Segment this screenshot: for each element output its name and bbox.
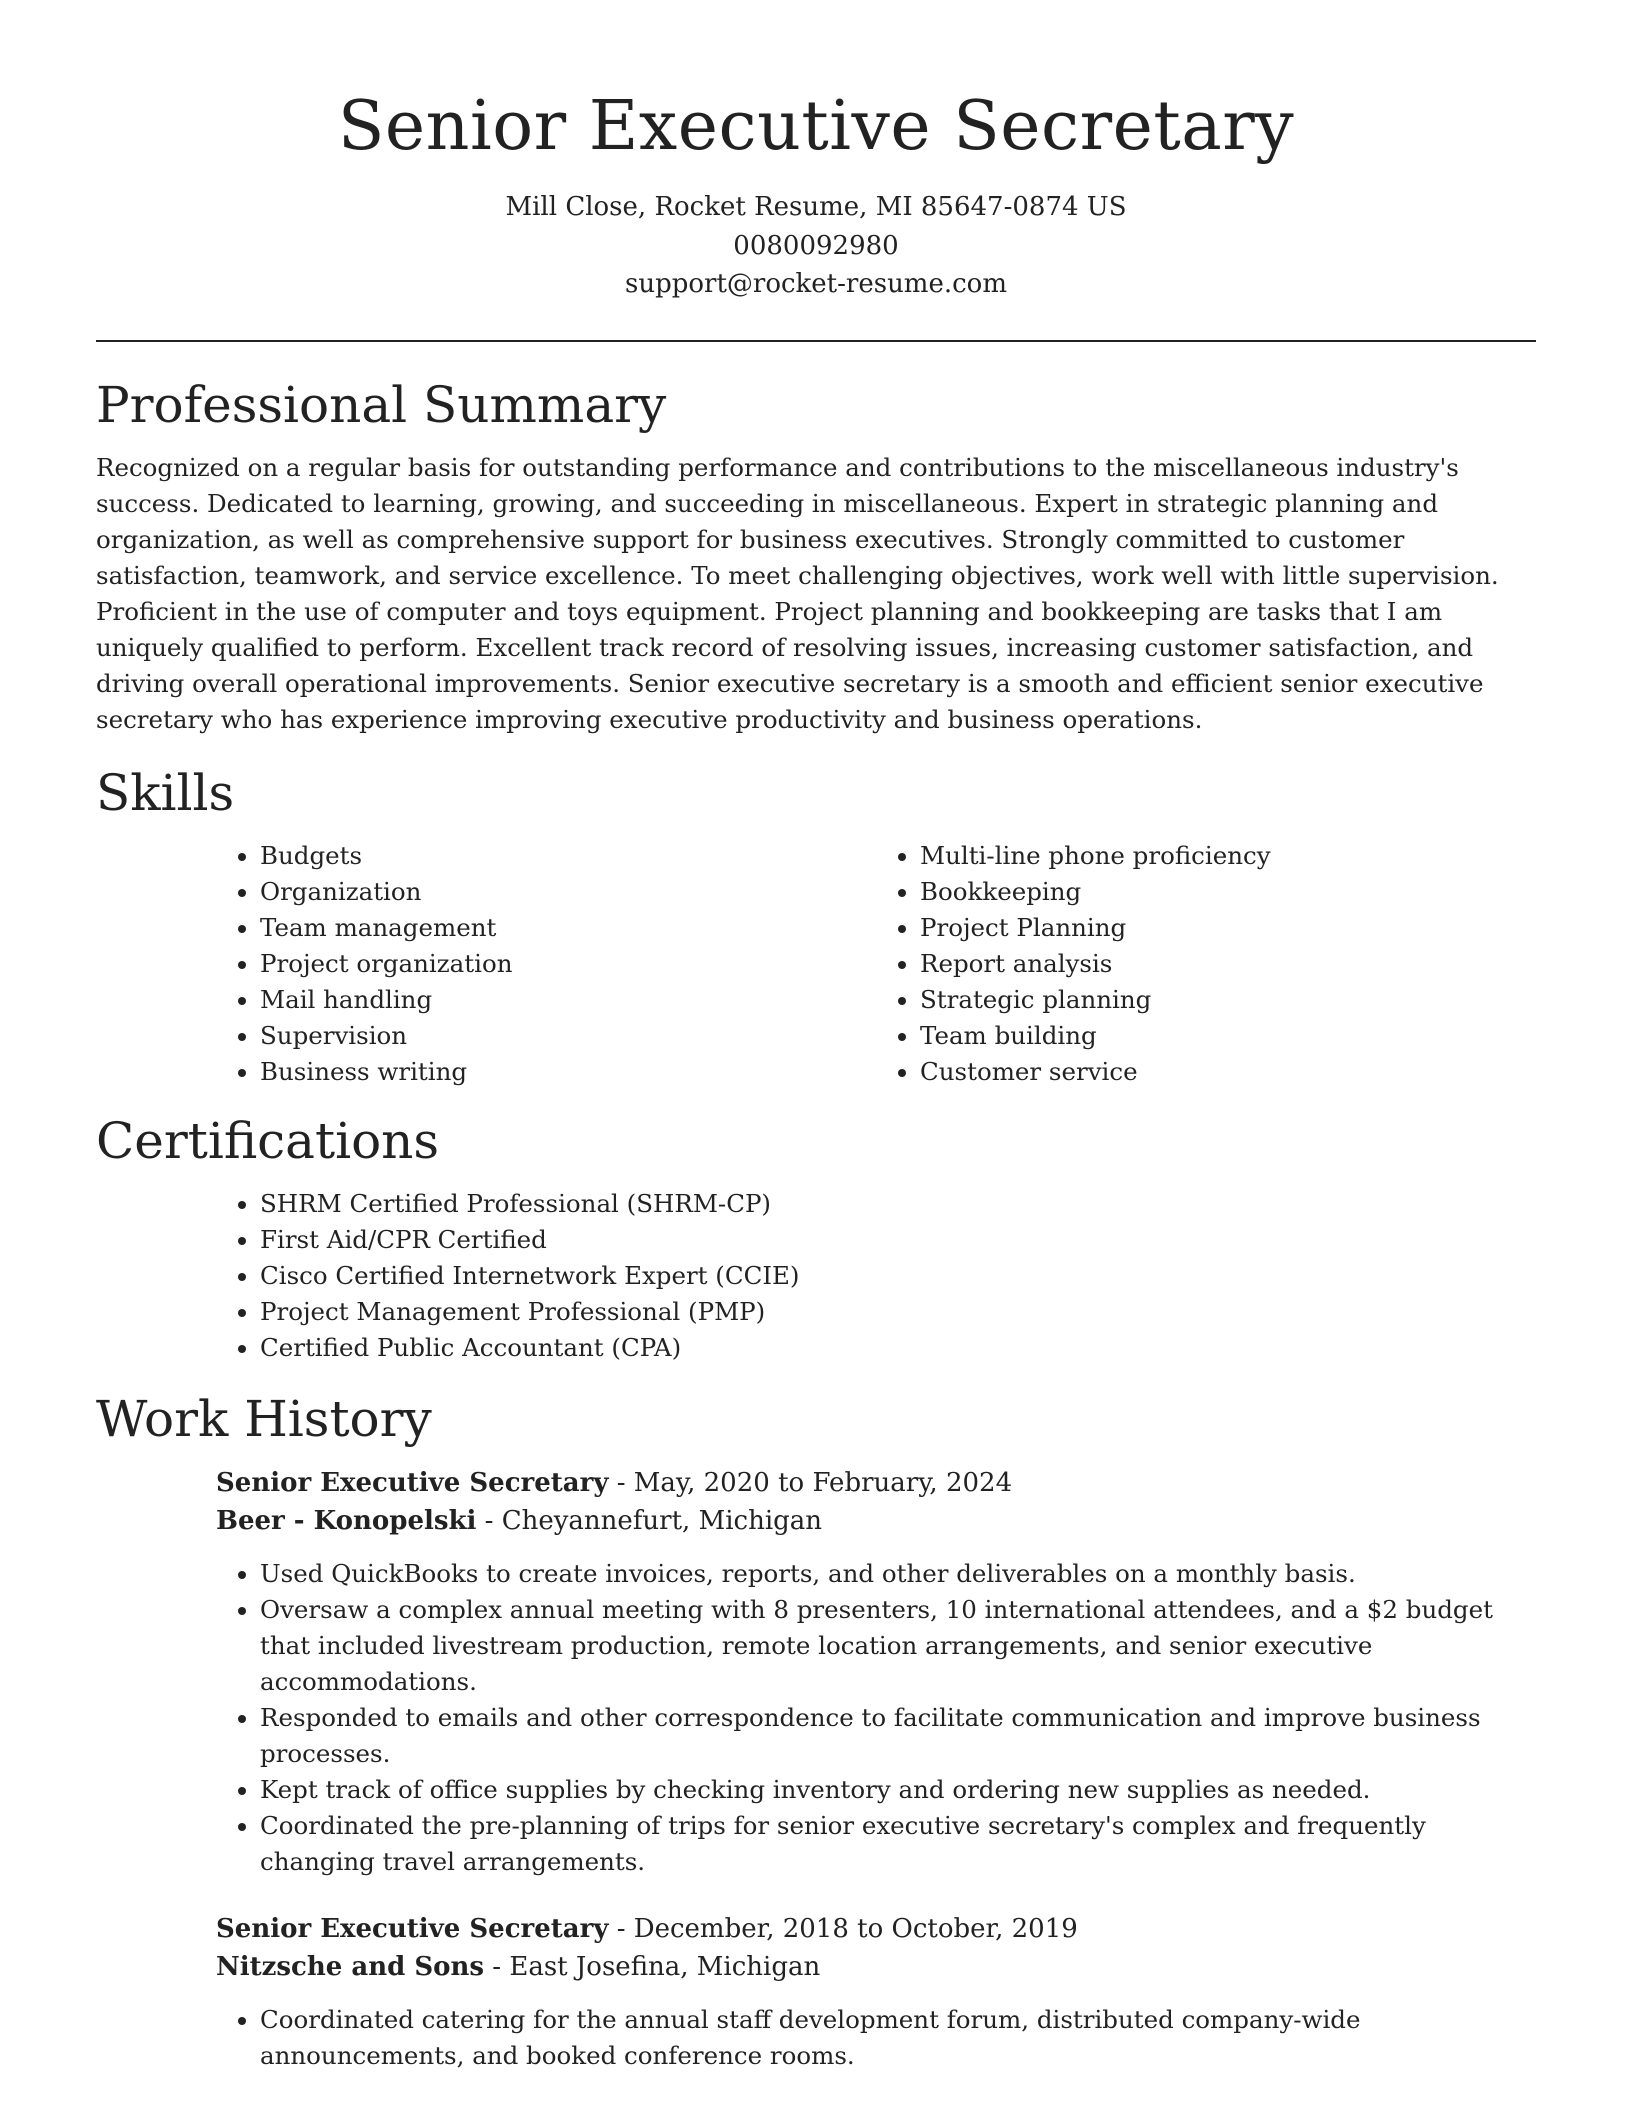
- job-title-line: [216, 1910, 1536, 1948]
- job-title: Senior Executive Secretary: [216, 1467, 609, 1498]
- contact-email: support@rocket-resume.com: [624, 269, 1007, 299]
- candidate-name: Senior Executive Secretary: [337, 87, 1295, 166]
- job-dates: - May, 2020 to February, 2024: [608, 1467, 1013, 1498]
- contact-phone: 0080092980: [733, 230, 899, 261]
- job-company-line: [216, 1502, 1536, 1540]
- job-entry: [216, 1464, 1536, 1880]
- skill-item: • Budgets: [260, 838, 876, 874]
- skill-item: • Project organization: [260, 946, 876, 982]
- job-title-line: [216, 1464, 1536, 1502]
- certifications-heading: Certifications: [96, 1111, 440, 1170]
- summary-heading: Professional Summary: [96, 375, 667, 434]
- skills-list-right: [876, 838, 1536, 1090]
- job-bullet: • Coordinated the pre-planning of trips for senior executive secretary's complex and frequently changing travel arrangements.: [260, 1808, 1536, 1880]
- skill-item: • Supervision: [260, 1018, 876, 1054]
- job-company: Beer - Konopelski: [216, 1505, 477, 1536]
- skill-item: • Team building: [920, 1018, 1536, 1054]
- skills-section: [96, 760, 1536, 1090]
- job-bullet: • Oversaw a complex annual meeting with 8 presenters, 10 international attendees, and a $2 budget that included livestream production, remote location arrangements, and senior executive accommodations.: [260, 1592, 1536, 1700]
- summary-section: [96, 372, 1536, 738]
- certifications-list: [216, 1186, 1536, 1366]
- job-company-line: [216, 1948, 1536, 1986]
- skill-item: • Report analysis: [920, 946, 1536, 982]
- skill-item: • Business writing: [260, 1054, 876, 1090]
- certification-item: • Project Management Professional (PMP): [260, 1294, 1536, 1330]
- job-entry: [216, 1910, 1536, 2074]
- header-divider: [96, 340, 1536, 342]
- skill-item: • Organization: [260, 874, 876, 910]
- certification-item: • SHRM Certified Professional (SHRM-CP): [260, 1186, 1536, 1222]
- certification-item: • First Aid/CPR Certified: [260, 1222, 1536, 1258]
- skills-grid: [216, 838, 1536, 1090]
- job-bullets: [216, 2002, 1536, 2074]
- job-company: Nitzsche and Sons: [216, 1951, 485, 1982]
- job-bullet: • Kept track of office supplies by checking inventory and ordering new supplies as needed.: [260, 1772, 1536, 1808]
- skill-item: • Strategic planning: [920, 982, 1536, 1018]
- skill-item: • Mail handling: [260, 982, 876, 1018]
- certification-item: • Cisco Certified Internetwork Expert (CCIE): [260, 1258, 1536, 1294]
- skill-item: • Bookkeeping: [920, 874, 1536, 910]
- job-title: Senior Executive Secretary: [216, 1913, 609, 1944]
- work-history-heading: Work History: [96, 1389, 432, 1448]
- certification-item: • Certified Public Accountant (CPA): [260, 1330, 1536, 1366]
- contact-address: Mill Close, Rocket Resume, MI 85647-0874 US: [505, 192, 1127, 222]
- contact-block: [96, 188, 1536, 304]
- skill-item: • Multi-line phone proficiency: [920, 838, 1536, 874]
- job-location: - Cheyannefurt, Michigan: [476, 1505, 823, 1536]
- skills-heading: Skills: [96, 763, 235, 822]
- summary-text: Recognized on a regular basis for outstanding performance and contributions to the miscellaneous industry's success. Dedicated to learning, growing, and succeeding in miscellaneous. Expert in strategic planning and organization, as well as comprehensive support for business executives. Strongly committed to customer satisfaction, teamwork, and service excellence. To meet challenging objectives, work well with little supervision. Proficient in the use of computer and toys equipment. Project planning and bookkeeping are tasks that I am uniquely qualified to perform. Excellent track record of resolving issues, increasing customer satisfaction, and driving overall operational improvements. Senior executive secretary is a smooth and efficient senior executive secretary who has experience improving executive productivity and business operations.: [96, 452, 1499, 734]
- job-bullet: • Used QuickBooks to create invoices, reports, and other deliverables on a monthly basis.: [260, 1556, 1536, 1592]
- job-dates: - December, 2018 to October, 2019: [608, 1913, 1078, 1944]
- skills-list-left: [216, 838, 876, 1090]
- skill-item: • Customer service: [920, 1054, 1536, 1090]
- resume-header: [96, 0, 1536, 304]
- job-location: - East Josefina, Michigan: [484, 1951, 821, 1982]
- work-history-section: [96, 1386, 1536, 2074]
- skill-item: • Team management: [260, 910, 876, 946]
- certifications-section: [96, 1108, 1536, 1366]
- job-bullets: [216, 1556, 1536, 1880]
- job-bullet: • Coordinated catering for the annual staff development forum, distributed company-wide announcements, and booked conference rooms.: [260, 2002, 1536, 2074]
- job-bullet: • Responded to emails and other correspondence to facilitate communication and improve business processes.: [260, 1700, 1536, 1772]
- skill-item: • Project Planning: [920, 910, 1536, 946]
